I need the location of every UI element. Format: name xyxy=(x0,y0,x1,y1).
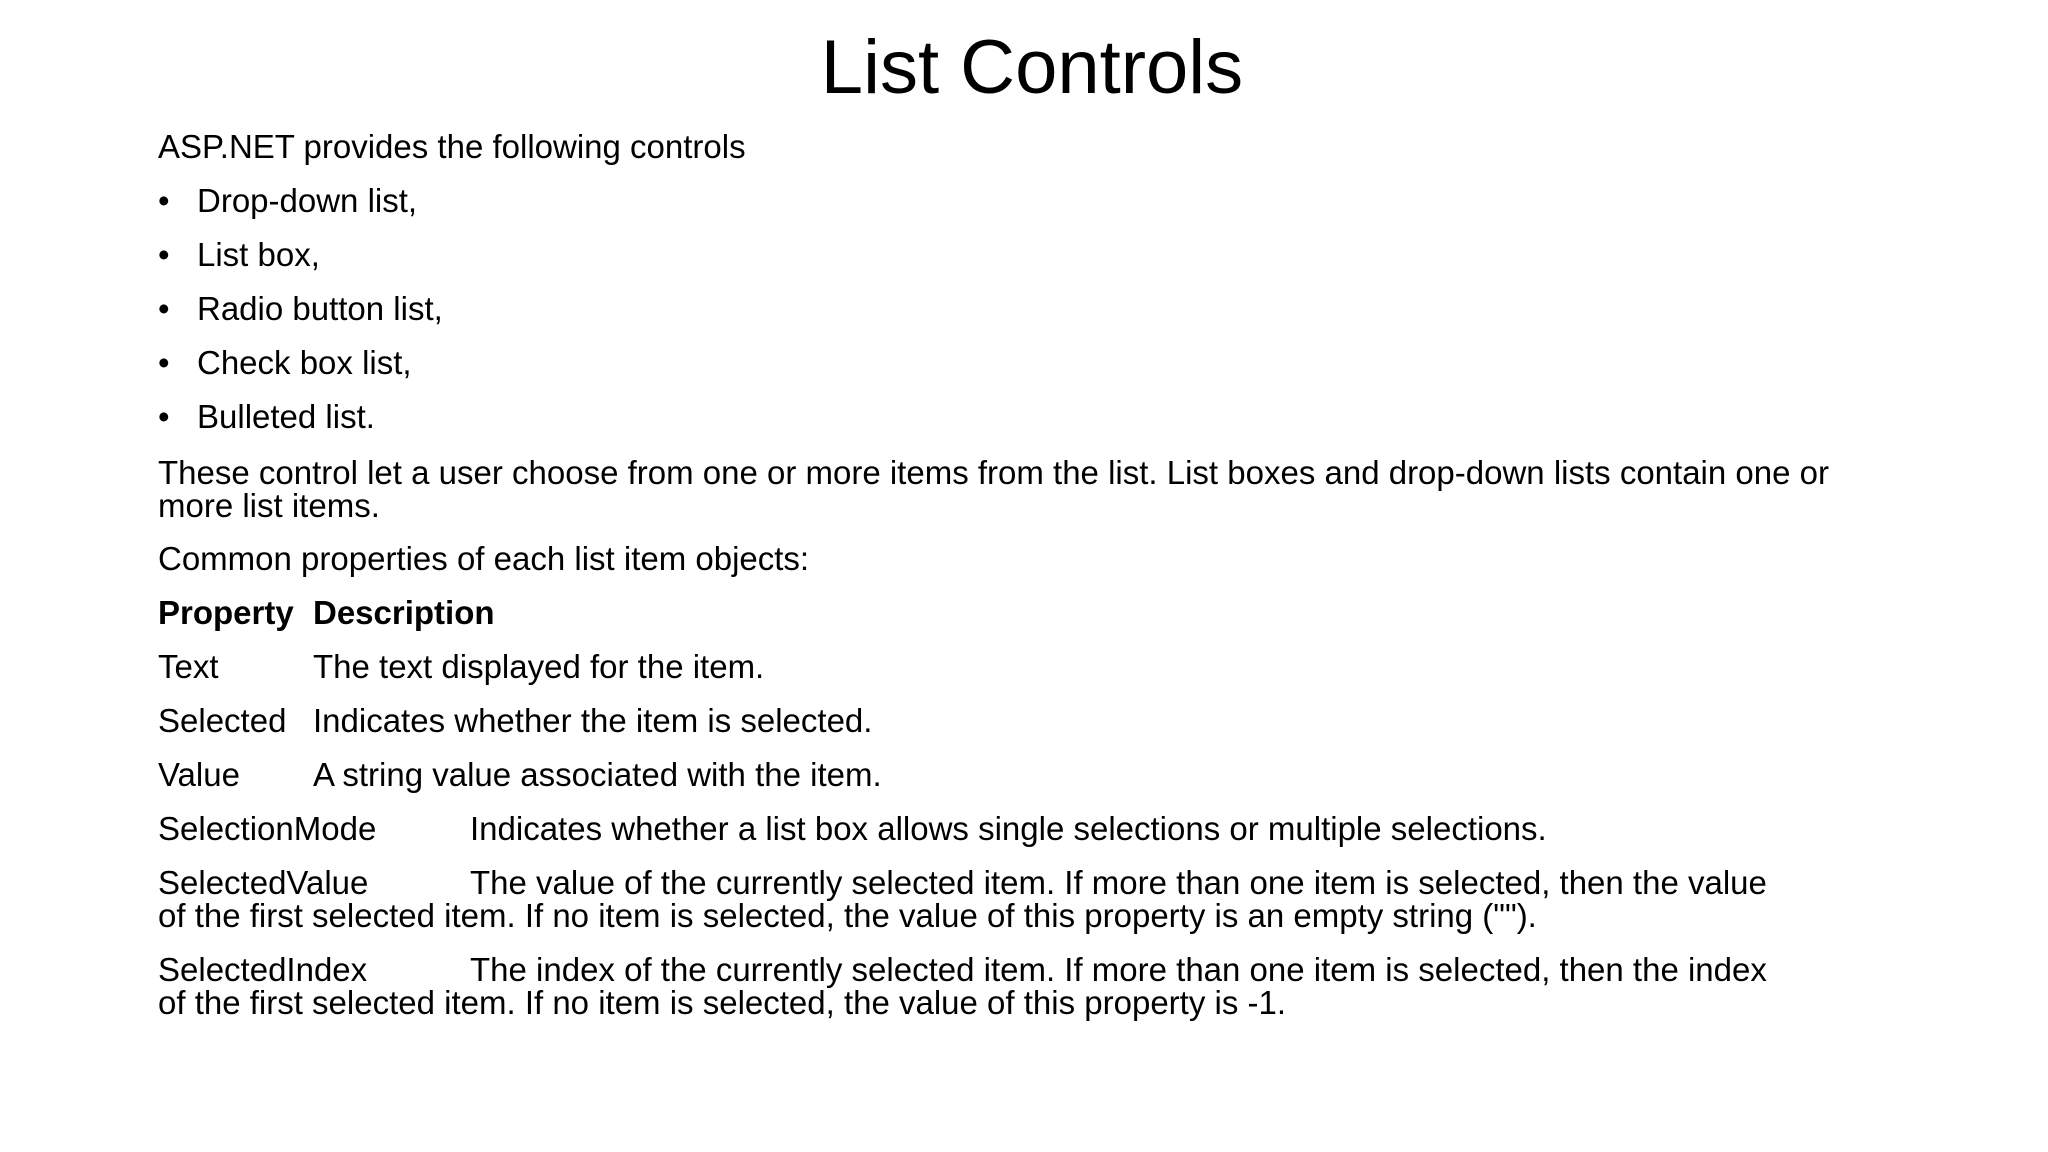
table-row xyxy=(158,704,1158,738)
property-description: The value of the currently selected item. If more than one item is selected, then the value xyxy=(470,864,1767,901)
property-name: Selected xyxy=(158,702,287,739)
intro-text: ASP.NET provides the following controls xyxy=(158,128,746,165)
property-description: A string value associated with the item. xyxy=(313,756,882,793)
bullet-text: Bulleted list. xyxy=(197,398,375,435)
bullet-text: Check box list, xyxy=(197,344,412,381)
table-row xyxy=(158,953,1898,987)
property-description: The text displayed for the item. xyxy=(313,648,765,685)
bullet-icon: • xyxy=(158,182,170,219)
property-name: Text xyxy=(158,648,219,685)
table-row xyxy=(158,650,1158,684)
description-paragraph: These control let a user choose from one or more items from the list. List boxes and drop-down lists contain one or more list items. xyxy=(158,454,1829,524)
property-name: Value xyxy=(158,756,240,793)
bullet-text: Radio button list, xyxy=(197,290,443,327)
property-name: SelectedIndex xyxy=(158,951,368,988)
column-header-description: Description xyxy=(313,594,495,631)
property-description: The index of the currently selected item. If more than one item is selected, then the index xyxy=(470,951,1767,988)
table-row xyxy=(158,758,1158,792)
property-name: SelectionMode xyxy=(158,810,377,847)
common-properties-heading: Common properties of each list item objects: xyxy=(158,540,810,577)
bullet-text: List box, xyxy=(197,236,320,273)
property-description: Indicates whether a list box allows single selections or multiple selections. xyxy=(470,810,1547,847)
property-description-continued: of the first selected item. If no item is selected, the value of this property is an empty string (""). xyxy=(158,897,1537,934)
table-row xyxy=(158,812,1898,846)
property-description: Indicates whether the item is selected. xyxy=(313,702,873,739)
bullet-icon: • xyxy=(158,344,170,381)
column-header-property: Property xyxy=(158,594,294,631)
bullet-icon: • xyxy=(158,290,170,327)
bullet-icon: • xyxy=(158,236,170,273)
table-row xyxy=(158,866,1898,900)
bullet-icon: • xyxy=(158,398,170,435)
table-header-row xyxy=(158,596,858,630)
bullet-text: Drop-down list, xyxy=(197,182,418,219)
slide-title: List Controls xyxy=(820,25,1244,110)
property-description-continued: of the first selected item. If no item is selected, the value of this property is -1. xyxy=(158,984,1287,1021)
property-name: SelectedValue xyxy=(158,864,369,901)
